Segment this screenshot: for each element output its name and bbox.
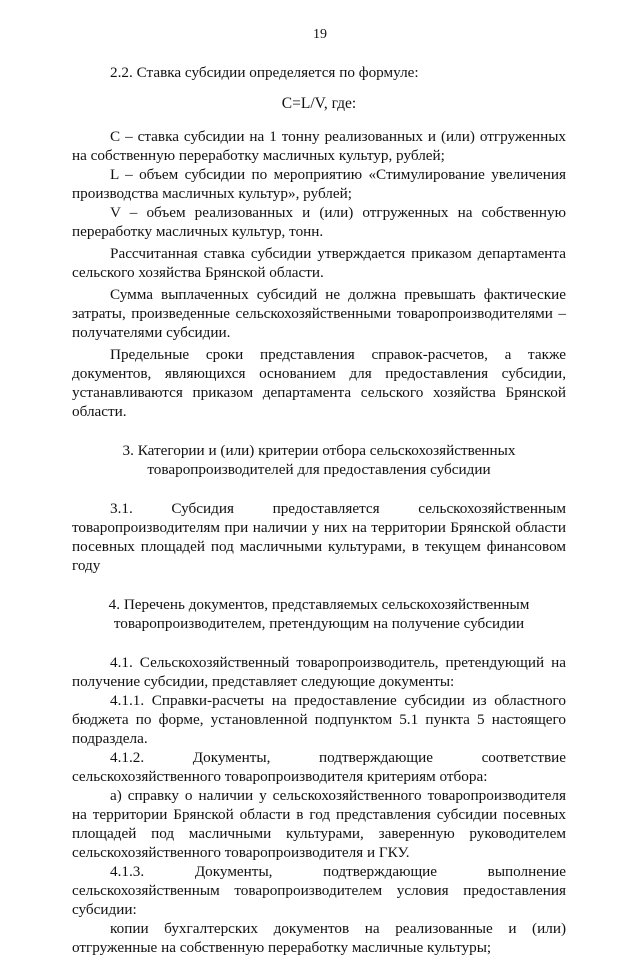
section-4-heading-line-1: 4. Перечень документов, представляемых сельскохозяйственным <box>108 596 530 613</box>
page-number: 19 <box>313 27 327 42</box>
paragraph-4-1-3: 4.1.3. Документы, подтверждающие выполнение сельскохозяйственным товаропроизводителем условия предоставления субсидии: <box>72 863 566 918</box>
definition-c: C – ставка субсидии на 1 тонну реализованных и (или) отгруженных на собственную переработку масличных культур, рублей; <box>72 128 566 164</box>
paragraph-accounting-copies: копии бухгалтерских документов на реализованные и (или) отгруженные на собственную переработку масличные культуры; <box>72 920 566 956</box>
deadlines-paragraph: Предельные сроки представления справок-расчетов, а также документов, являющихся основанием для предоставления субсидии, устанавливаются приказом департамента сельского хозяйства Брянской области. <box>72 346 566 420</box>
section-4-heading <box>72 595 566 633</box>
formula: C=L/V, где: <box>281 95 357 112</box>
document-body <box>72 63 566 957</box>
paragraph-4-1-1: 4.1.1. Справки-расчеты на предоставление субсидии из областного бюджета по форме, установленной подпунктом 5.1 пункта 5 настоящего подраздела. <box>72 692 566 747</box>
section-3-heading-line-1: 3. Категории и (или) критерии отбора сельскохозяйственных <box>122 442 516 459</box>
definition-l: L – объем субсидии по мероприятию «Стимулирование увеличения производства масличных культур», рублей; <box>72 166 566 202</box>
paragraph-4-1-2: 4.1.2. Документы, подтверждающие соответствие сельскохозяйственного товаропроизводителя критериям отбора: <box>72 749 566 785</box>
section-3-heading-line-2: товаропроизводителей для предоставления субсидии <box>147 461 491 478</box>
definition-v: V – объем реализованных и (или) отгруженных на собственную переработку масличных культур, тонн. <box>72 204 566 240</box>
rate-approval-paragraph: Рассчитанная ставка субсидии утверждается приказом департамента сельского хозяйства Брянской области. <box>72 245 566 281</box>
formula-intro: 2.2. Ставка субсидии определяется по формуле: <box>110 64 419 81</box>
section-3-text: 3.1. Субсидия предоставляется сельскохозяйственным товаропроизводителям при наличии у них на территории Брянской области посевных площадей под масличными культурами, в текущем финансовом году <box>72 500 566 574</box>
section-3-heading <box>72 441 566 479</box>
subsidy-limit-paragraph: Сумма выплаченных субсидий не должна превышать фактические затраты, произведенные сельскохозяйственными товаропроизводителями – получателями субсидии. <box>72 286 566 341</box>
section-4-heading-line-2: товаропроизводителем, претендующим на получение субсидии <box>113 615 525 632</box>
paragraph-4-1-2-a: а) справку о наличии у сельскохозяйственного товаропроизводителя на территории Брянской области в год представления субсидии посевных площадей под масличными культурами, заверенную руководителем сельскохозяйственного товаропроизводителя и ГКУ. <box>72 787 566 861</box>
paragraph-4-1: 4.1. Сельскохозяйственный товаропроизводитель, претендующий на получение субсидии, представляет следующие документы: <box>72 654 566 690</box>
